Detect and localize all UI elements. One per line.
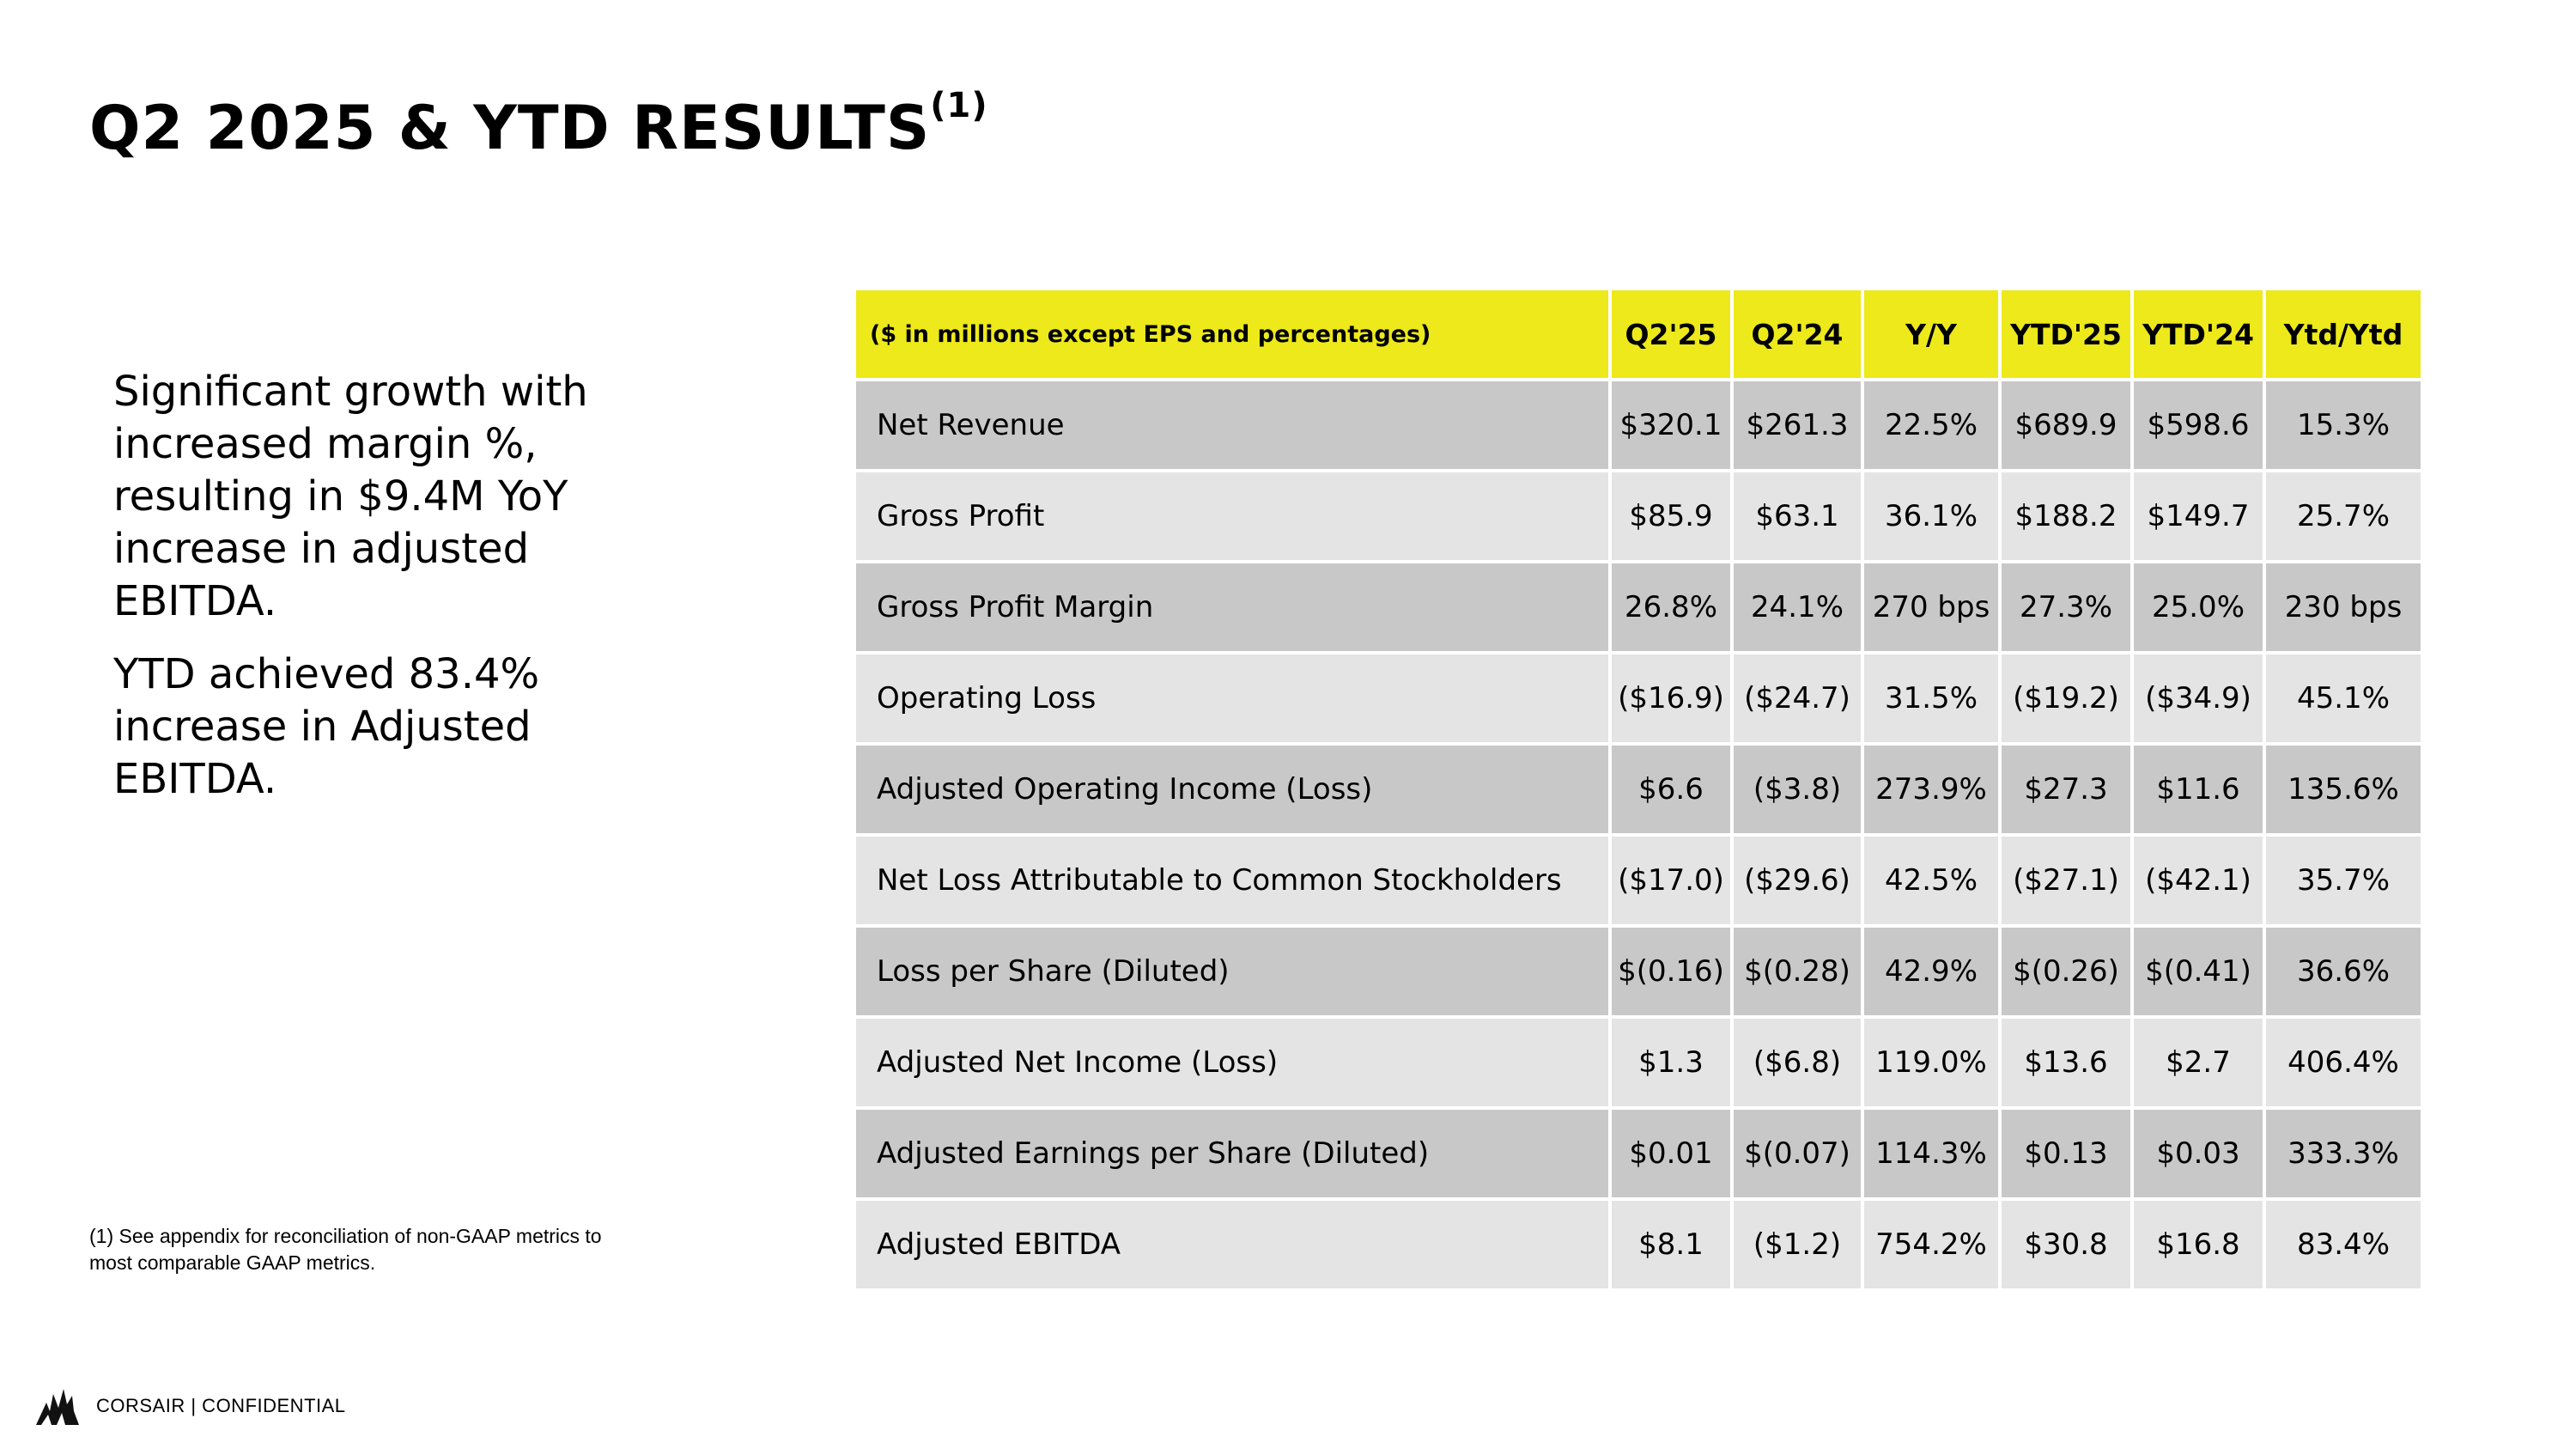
table-header-row <box>856 290 2421 378</box>
table-cell: ($24.7) <box>1734 654 1861 742</box>
row-label: Adjusted Earnings per Share (Diluted) <box>856 1110 1608 1197</box>
table-cell: $11.6 <box>2134 746 2263 833</box>
table-cell: 27.3% <box>2002 563 2130 651</box>
table-cell: $(0.41) <box>2134 928 2263 1015</box>
table-cell: $261.3 <box>1734 381 1861 469</box>
table-row <box>856 928 2421 1015</box>
table-cell: ($6.8) <box>1734 1019 1861 1106</box>
summary-text <box>113 366 646 826</box>
table-cell: 36.6% <box>2266 928 2421 1015</box>
row-label: Operating Loss <box>856 654 1608 742</box>
table-cell: 31.5% <box>1864 654 1998 742</box>
table-cell: $598.6 <box>2134 381 2263 469</box>
corsair-sails-logo-icon <box>34 1385 81 1427</box>
table-cell: 42.5% <box>1864 837 1998 924</box>
table-cell: $63.1 <box>1734 472 1861 560</box>
summary-paragraph: Significant growth with increased margin %, resulting in $9.4M YoY increase in adjusted EBITDA. <box>113 368 588 625</box>
table-cell: $188.2 <box>2002 472 2130 560</box>
table-cell: $8.1 <box>1612 1201 1730 1288</box>
table-row <box>856 1201 2421 1288</box>
table-cell: 270 bps <box>1864 563 1998 651</box>
table-row <box>856 837 2421 924</box>
title-text: Q2 2025 & YTD RESULTS <box>89 93 931 163</box>
footer <box>34 1385 346 1428</box>
row-label: Adjusted Net Income (Loss) <box>856 1019 1608 1106</box>
page-title <box>89 86 988 163</box>
table-cell: ($3.8) <box>1734 746 1861 833</box>
table-row <box>856 1019 2421 1106</box>
table-cell: 230 bps <box>2266 563 2421 651</box>
table-cell: ($19.2) <box>2002 654 2130 742</box>
row-label: Net Revenue <box>856 381 1608 469</box>
table-cell: $(0.26) <box>2002 928 2130 1015</box>
table-cell: $0.13 <box>2002 1110 2130 1197</box>
row-label: Gross Profit <box>856 472 1608 560</box>
table-header-cell: Ytd/Ytd <box>2266 290 2421 378</box>
table-cell: 114.3% <box>1864 1110 1998 1197</box>
table-row <box>856 1110 2421 1197</box>
table-cell: $320.1 <box>1612 381 1730 469</box>
row-label: Gross Profit Margin <box>856 563 1608 651</box>
table-cell: 83.4% <box>2266 1201 2421 1288</box>
row-label: Adjusted Operating Income (Loss) <box>856 746 1608 833</box>
table-cell: $30.8 <box>2002 1201 2130 1288</box>
footnote: (1) See appendix for reconciliation of non-GAAP metrics to most comparable GAAP metrics. <box>89 1225 602 1274</box>
title-footnote-marker: (1) <box>930 86 988 125</box>
table-cell: 24.1% <box>1734 563 1861 651</box>
table-cell: 36.1% <box>1864 472 1998 560</box>
table-header-cell: YTD'24 <box>2134 290 2263 378</box>
table-cell: $149.7 <box>2134 472 2263 560</box>
table-header-cell: YTD'25 <box>2002 290 2130 378</box>
table-cell: 119.0% <box>1864 1019 1998 1106</box>
table-row <box>856 381 2421 469</box>
table-cell: $(0.07) <box>1734 1110 1861 1197</box>
table-cell: 135.6% <box>2266 746 2421 833</box>
table-cell: $0.01 <box>1612 1110 1730 1197</box>
table-cell: $689.9 <box>2002 381 2130 469</box>
table-cell: ($34.9) <box>2134 654 2263 742</box>
table-cell: $(0.16) <box>1612 928 1730 1015</box>
table-cell: ($27.1) <box>2002 837 2130 924</box>
table-row <box>856 563 2421 651</box>
results-table <box>853 287 2424 1292</box>
row-label: Adjusted EBITDA <box>856 1201 1608 1288</box>
table-cell: $13.6 <box>2002 1019 2130 1106</box>
table-cell: 45.1% <box>2266 654 2421 742</box>
table-cell: ($29.6) <box>1734 837 1861 924</box>
table-cell: 22.5% <box>1864 381 1998 469</box>
row-label: Loss per Share (Diluted) <box>856 928 1608 1015</box>
table-cell: 15.3% <box>2266 381 2421 469</box>
table-cell: ($16.9) <box>1612 654 1730 742</box>
table-cell: 42.9% <box>1864 928 1998 1015</box>
table-header-cell: Q2'24 <box>1734 290 1861 378</box>
table-cell: $27.3 <box>2002 746 2130 833</box>
table-row <box>856 654 2421 742</box>
table-cell: $6.6 <box>1612 746 1730 833</box>
table-header-cell: Q2'25 <box>1612 290 1730 378</box>
table-cell: 754.2% <box>1864 1201 1998 1288</box>
table-cell: 333.3% <box>2266 1110 2421 1197</box>
table-cell: $2.7 <box>2134 1019 2263 1106</box>
table-cell: 406.4% <box>2266 1019 2421 1106</box>
table-cell: $0.03 <box>2134 1110 2263 1197</box>
table-row <box>856 746 2421 833</box>
table-header-cell: ($ in millions except EPS and percentages) <box>856 290 1608 378</box>
table-cell: 273.9% <box>1864 746 1998 833</box>
table-cell: $16.8 <box>2134 1201 2263 1288</box>
table-row <box>856 472 2421 560</box>
table-header-cell: Y/Y <box>1864 290 1998 378</box>
table-cell: $(0.28) <box>1734 928 1861 1015</box>
table-cell: 25.7% <box>2266 472 2421 560</box>
table-cell: 25.0% <box>2134 563 2263 651</box>
table-cell: 26.8% <box>1612 563 1730 651</box>
summary-paragraph: YTD achieved 83.4% increase in Adjusted EBITDA. <box>113 650 540 803</box>
table-cell: ($1.2) <box>1734 1201 1861 1288</box>
table-body <box>856 381 2421 1288</box>
table-cell: $85.9 <box>1612 472 1730 560</box>
table-cell: ($17.0) <box>1612 837 1730 924</box>
footer-text: CORSAIR | CONFIDENTIAL <box>96 1395 346 1416</box>
table-cell: 35.7% <box>2266 837 2421 924</box>
row-label: Net Loss Attributable to Common Stockholders <box>856 837 1608 924</box>
table-cell: $1.3 <box>1612 1019 1730 1106</box>
table-cell: ($42.1) <box>2134 837 2263 924</box>
